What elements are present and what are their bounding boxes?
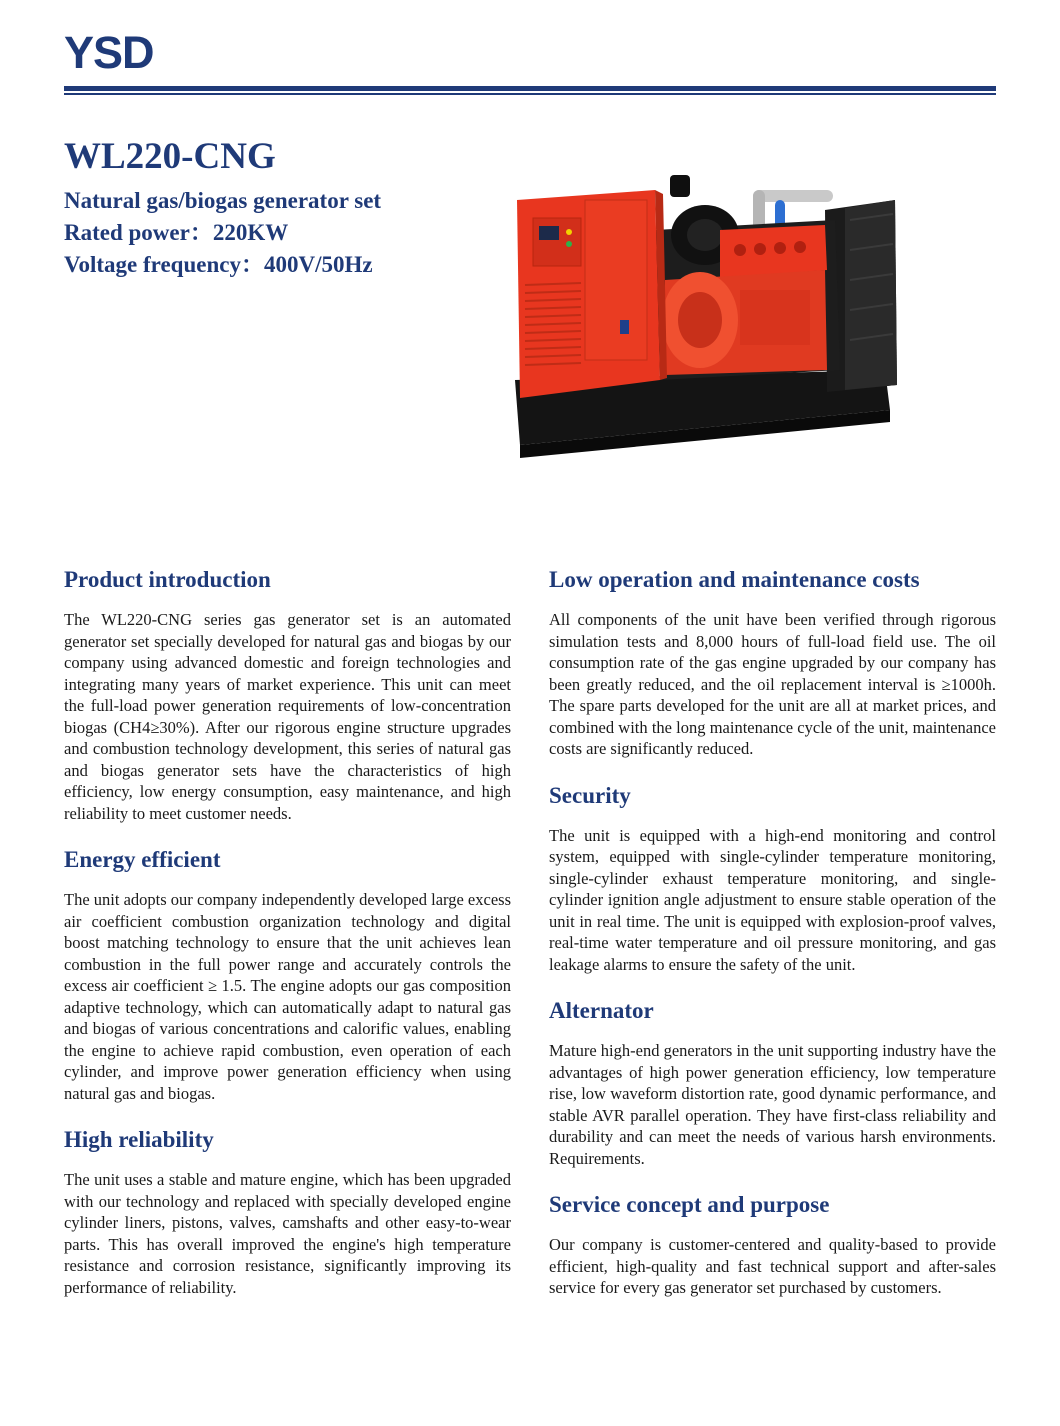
- header-rule: [64, 86, 996, 91]
- voltage-frequency: Voltage frequency：400V/50Hz: [64, 251, 373, 277]
- section-high-reliability: [64, 1125, 511, 1298]
- product-subtitle: Natural gas/biogas generator set: [64, 187, 382, 213]
- section-body: Mature high-end generators in the unit supporting industry have the advantages of high power generation efficiency, low temperature rise, low waveform distortion rate, good dynamic performance, and stable AVR parallel operation. They have first-class reliability and durability and can meet the needs of various harsh environments. Requirements.: [549, 1041, 996, 1168]
- section-body: The unit is equipped with a high-end monitoring and control system, equipped with single-cylinder temperature monitoring, single-cylinder exhaust temperature monitoring, and single-cylinder ignition angle adjustment to ensure stable operation of the unit in real time. The unit is equipped with explosion-proof valves, real-time water temperature and oil pressure monitoring, and gas leakage alarms to ensure the safety of the unit.: [549, 825, 996, 974]
- product-header: [64, 138, 504, 281]
- section-service-concept: [549, 1190, 996, 1299]
- section-heading: Service concept and purpose: [549, 1192, 830, 1217]
- header-rule-thin: [64, 93, 996, 95]
- section-body: The WL220-CNG series gas generator set is an automated generator set specially developed for natural gas and biogas by our company using advanced domestic and foreign technologies and integrating many years of market experience. This unit can meet the full-load power generation requirements of low-concentration biogas (CH4≥30%). After our rigorous engine structure upgrades and combustion technology development, this series of natural gas and biogas generator sets have the characteristics of high efficiency, low energy consumption, easy maintenance, and high reliability to meet customer needs.: [64, 610, 511, 823]
- section-heading: Security: [549, 782, 631, 808]
- section-body: The unit uses a stable and mature engine, which has been upgraded with our technology and replaced with specially developed engine cylinder liners, pistons, valves, camshafts and other easy-to-wear parts. This has overall improved the engine's high temperature resistance and corrosion resistance, significantly improving its performance of reliability.: [64, 1170, 511, 1297]
- section-body: The unit adopts our company independently developed large excess air coefficient combustion organization technology and digital boost matching technology to ensure that the unit achieves lean combustion in the full power range and accurately controls the excess air coefficient ≥ 1.5. The engine adopts our gas composition adaptive technology, which can automatically adapt to natural gas and biogas of various concentrations and calorific values, enabling the engine to achieve rapid combustion, even operation of each cylinder, and improve power generation efficiency when using natural gas and biogas.: [64, 890, 511, 1103]
- section-product-introduction: [64, 565, 511, 824]
- brand-logo: YSD: [64, 27, 154, 78]
- left-column: [64, 565, 511, 1319]
- section-heading: Alternator: [549, 998, 654, 1023]
- section-low-costs: [549, 565, 996, 760]
- right-column: [549, 565, 996, 1320]
- section-heading: Product introduction: [64, 567, 271, 592]
- generator-set-image: [505, 170, 900, 460]
- section-heading: Low operation and maintenance costs: [549, 567, 920, 592]
- section-alternator: [549, 996, 996, 1169]
- rated-power: Rated power：220KW: [64, 219, 289, 245]
- section-heading: High reliability: [64, 1127, 214, 1152]
- section-heading: Energy efficient: [64, 847, 221, 872]
- section-body: All components of the unit have been verified through rigorous simulation tests and 8,000 hours of full-load field use. The oil consumption rate of the gas engine upgraded by our company has been greatly reduced, and the oil replacement interval is ≥1000h. The spare parts developed for the unit are all at market prices, and combined with the long maintenance cycle of the unit, maintenance costs are significantly reduced.: [549, 610, 996, 758]
- section-energy-efficient: [64, 845, 511, 1104]
- product-model: WL220-CNG: [64, 136, 276, 177]
- section-body: Our company is customer-centered and quality-based to provide efficient, high-quality and fast technical support and after-sales service for every gas generator set purchased by customers.: [549, 1235, 996, 1297]
- section-security: [549, 781, 996, 976]
